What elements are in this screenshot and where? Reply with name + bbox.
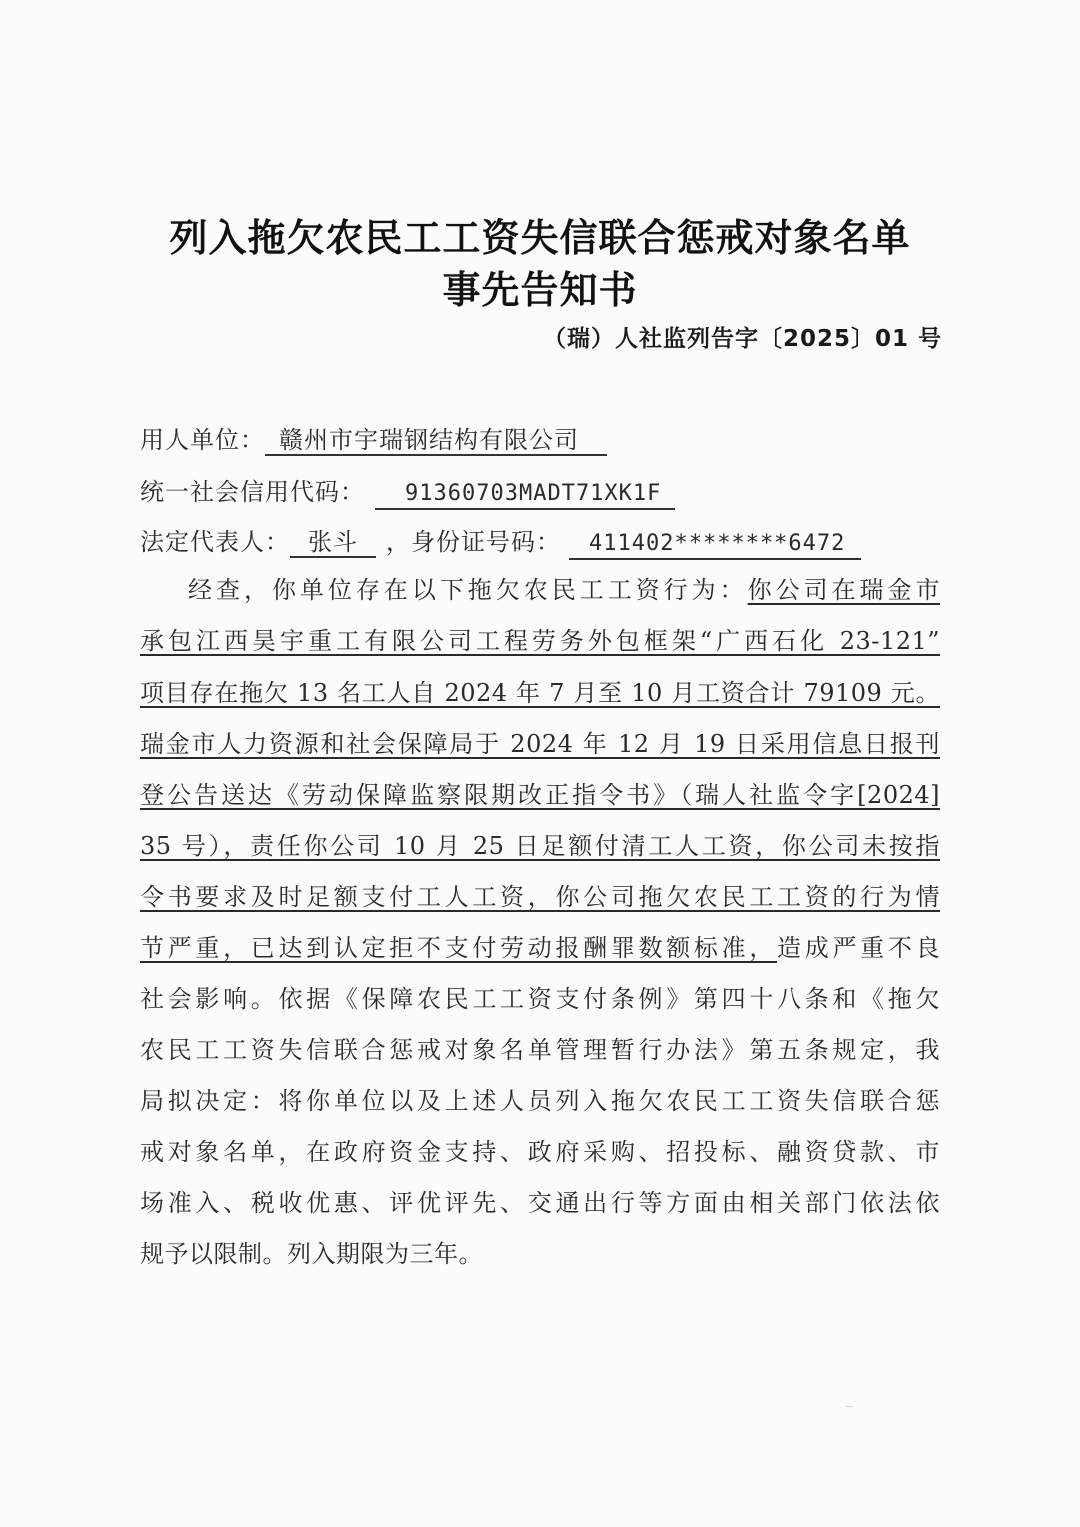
id-number-label: ，身份证号码： <box>386 528 561 556</box>
body-line-8-tail: 造成严重不良 <box>777 934 941 962</box>
body-line-13: 场准入、税收优惠、评优评先、交通出行等方面由相关部门依法依 <box>140 1189 940 1217</box>
employer-value: 赣州市宇瑞钢结构有限公司 <box>265 426 607 456</box>
id-number-value: 411402********6472 <box>569 530 861 560</box>
body-line-1-lead: 经查，你单位存在以下拖欠农民工工资行为： <box>188 576 748 604</box>
body-line-1-tail: 你公司在瑞金市 <box>747 576 941 604</box>
document-title-line1: 列入拖欠农民工工资失信联合惩戒对象名单 <box>169 216 911 260</box>
body-line-11: 局拟决定：将你单位以及上述人员列入拖欠农民工工资失信联合惩 <box>140 1087 940 1115</box>
body-line-10: 农民工工资失信联合惩戒对象名单管理暂行办法》第五条规定，我 <box>140 1036 940 1064</box>
document-title-line2: 事先告知书 <box>442 268 638 312</box>
body-line-8 <box>140 931 940 965</box>
credit-code-value: 91360703MADT71XK1F <box>375 480 675 510</box>
legal-rep-value: 张斗 <box>290 528 376 558</box>
body-line-12: 戒对象名单，在政府资金支持、政府采购、招投标、融资贷款、市 <box>140 1138 940 1166</box>
body-line-4: 瑞金市人力资源和社会保障局于 2024 年 12 月 19 日采用信息日报刊 <box>140 730 940 758</box>
legal-rep-label: 法定代表人： <box>140 528 290 556</box>
body-line-14: 规予以限制。列入期限为三年。 <box>140 1240 483 1268</box>
legal-rep-row <box>140 522 861 560</box>
body-line-8-underlined: 节严重，已达到认定拒不支付劳动报酬罪数额标准， <box>140 934 778 962</box>
credit-code-label: 统一社会信用代码： <box>140 478 365 506</box>
body-line-7: 令书要求及时足额支付工人工资，你公司拖欠农民工工资的行为情 <box>140 883 940 911</box>
body-line-1 <box>188 573 940 607</box>
scan-mark: ‾ <box>846 1405 853 1421</box>
employer-label: 用人单位： <box>140 426 265 454</box>
body-line-3: 项目存在拖欠 13 名工人自 2024 年 7 月至 10 月工资合计 79109 元。 <box>140 679 940 707</box>
employer-row <box>140 420 607 456</box>
body-line-5: 登公告送达《劳动保障监察限期改正指令书》（瑞人社监令字[2024] <box>140 781 940 809</box>
body-line-6: 35 号），责任你公司 10 月 25 日足额付清工人工资，你公司未按指 <box>140 832 940 860</box>
body-line-2: 承包江西昊宇重工有限公司工程劳务外包框架“广西石化 23-121” <box>140 627 940 655</box>
body-line-9: 社会影响。依据《保障农民工工资支付条例》第四十八条和《拖欠 <box>140 985 940 1013</box>
document-number: （瑞）人社监列告字〔2025〕01 号 <box>542 326 942 352</box>
credit-code-row <box>140 472 675 510</box>
